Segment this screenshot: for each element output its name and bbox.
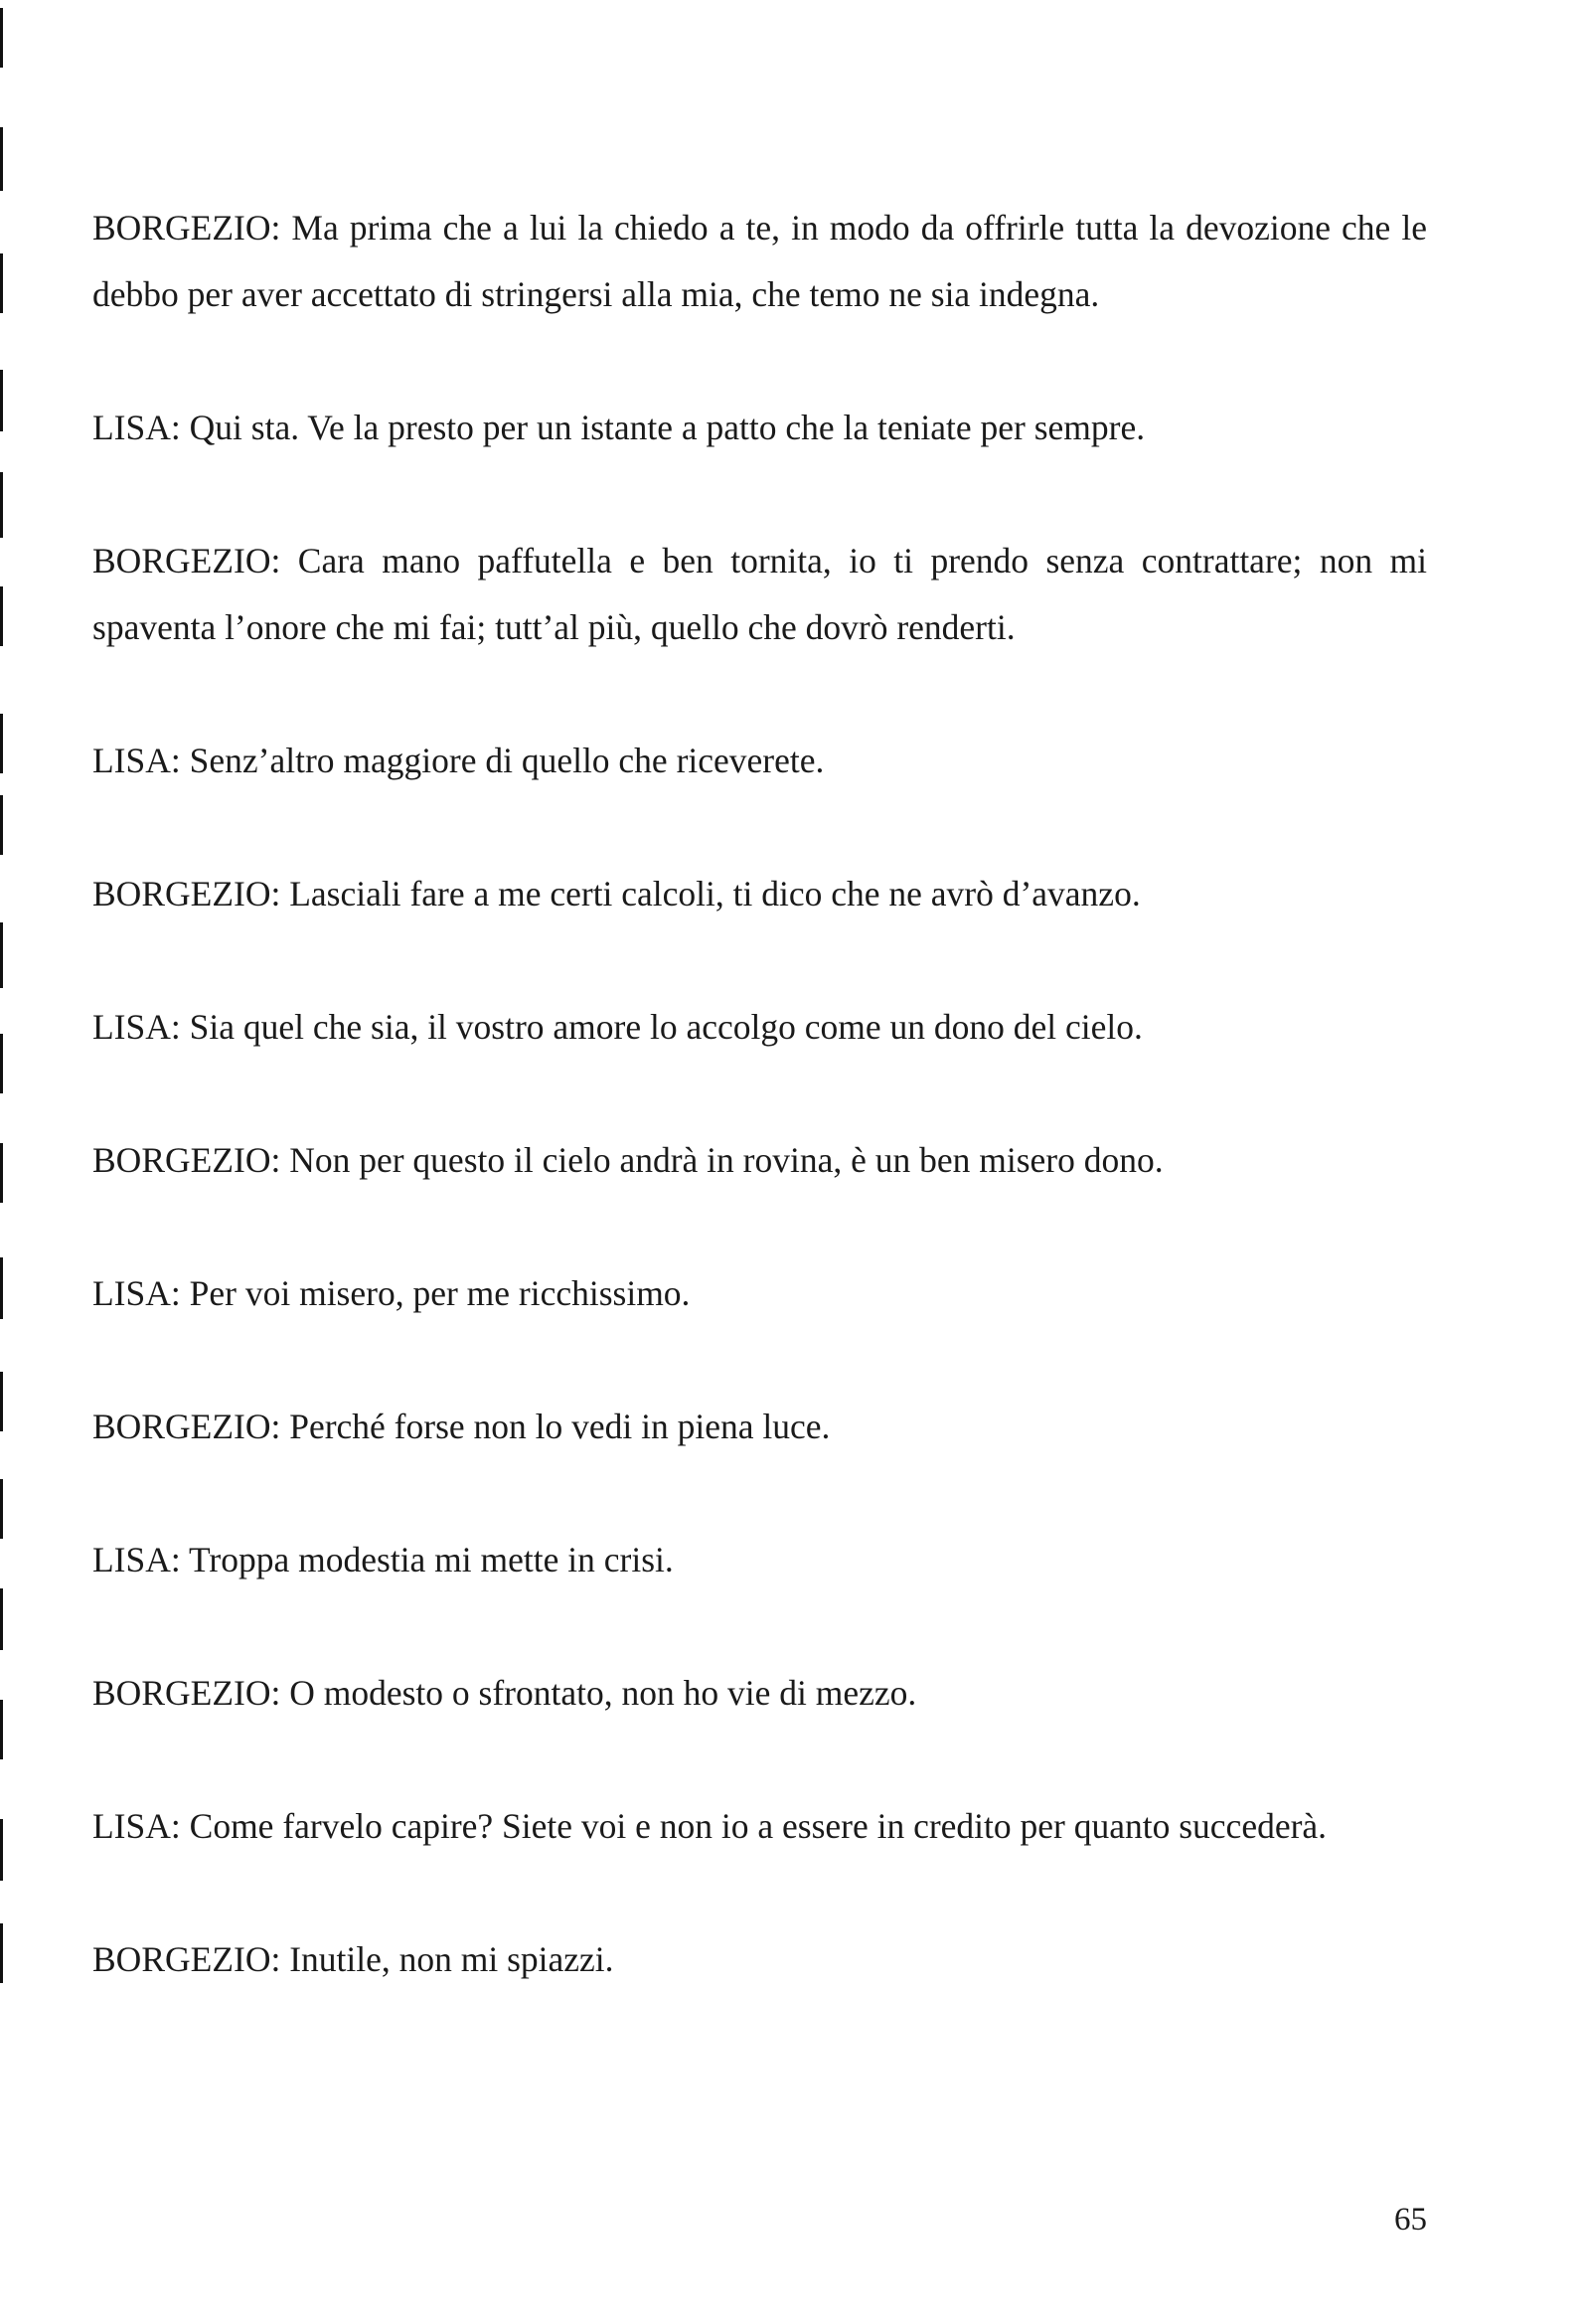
speaker-name: BORGEZIO [92, 208, 271, 248]
speaker-name: LISA [92, 1273, 171, 1313]
speaker-name: LISA [92, 741, 171, 780]
speech-text: O modesto o sfrontato, non ho vie di mezzo. [289, 1673, 917, 1713]
speech-text: Non per questo il cielo andrà in rovina, è un ben misero dono. [289, 1140, 1164, 1180]
speech-line: BORGEZIO: Inutile, non mi spiazzi. [92, 1939, 614, 1979]
speaker-name: LISA [92, 1007, 171, 1047]
speech-text: Senz’altro maggiore di quello che riceverete. [189, 741, 825, 780]
speech-line: BORGEZIO: Ma prima che a lui la chiedo a te, in modo da offrirle tutta la devozione che le debbo per aver accettato di stringersi alla mia, che temo ne sia indegna. [92, 208, 1427, 314]
speech-line: BORGEZIO: Lasciali fare a me certi calcoli, ti dico che ne avrò d’avanzo. [92, 874, 1141, 913]
speech-line: LISA: Senz’altro maggiore di quello che riceverete. [92, 741, 825, 780]
speech-line: BORGEZIO: O modesto o sfrontato, non ho vie di mezzo. [92, 1673, 917, 1713]
speaker-name: BORGEZIO [92, 1939, 271, 1979]
speaker-name: BORGEZIO [92, 1673, 271, 1713]
speech-line: LISA: Sia quel che sia, il vostro amore lo accolgo come un dono del cielo. [92, 1007, 1143, 1047]
speaker-name: LISA [92, 408, 171, 447]
speech-line: LISA: Troppa modestia mi mette in crisi. [92, 1540, 674, 1579]
speech-text: Per voi misero, per me ricchissimo. [189, 1273, 691, 1313]
speech-text: Cara mano paffutella e ben tornita, io ti prendo senza contrattare; non mi spaventa l’onore che mi fai; tutt’al più, quello che dovrò renderti. [92, 541, 1427, 647]
speech-text: Ma prima che a lui la chiedo a te, in modo da offrirle tutta la devozione che le debbo per aver accettato di stringersi alla mia, che temo ne sia indegna. [92, 208, 1427, 314]
speech-text: Qui sta. Ve la presto per un istante a patto che la teniate per sempre. [189, 408, 1146, 447]
speech-text: Lasciali fare a me certi calcoli, ti dico che ne avrò d’avanzo. [289, 874, 1141, 913]
speech-line: BORGEZIO: Cara mano paffutella e ben tornita, io ti prendo senza contrattare; non mi spaventa l’onore che mi fai; tutt’al più, quello che dovrò renderti. [92, 541, 1427, 647]
speech-text: Inutile, non mi spiazzi. [289, 1939, 614, 1979]
speaker-name: BORGEZIO [92, 1140, 271, 1180]
page-number: 65 [1394, 2202, 1427, 2238]
speaker-name: BORGEZIO [92, 541, 271, 581]
speech-line: LISA: Qui sta. Ve la presto per un istante a patto che la teniate per sempre. [92, 408, 1146, 447]
speech-line: BORGEZIO: Non per questo il cielo andrà in rovina, è un ben misero dono. [92, 1140, 1164, 1180]
speaker-name: LISA [92, 1806, 171, 1846]
speaker-name: BORGEZIO [92, 874, 271, 913]
speech-line: LISA: Per voi misero, per me ricchissimo. [92, 1273, 691, 1313]
binding-edge-marks [0, 0, 10, 2324]
speaker-name: BORGEZIO [92, 1407, 271, 1446]
speech-line: BORGEZIO: Perché forse non lo vedi in piena luce. [92, 1407, 831, 1446]
speech-text: Perché forse non lo vedi in piena luce. [289, 1407, 831, 1446]
speaker-name: LISA [92, 1540, 171, 1579]
script-body [92, 195, 1427, 1993]
speech-text: Sia quel che sia, il vostro amore lo accolgo come un dono del cielo. [189, 1007, 1143, 1047]
speech-text: Troppa modestia mi mette in crisi. [189, 1540, 674, 1579]
speech-line: LISA: Come farvelo capire? Siete voi e non io a essere in credito per quanto succederà. [92, 1806, 1328, 1846]
speech-text: Come farvelo capire? Siete voi e non io a essere in credito per quanto succederà. [189, 1806, 1328, 1846]
